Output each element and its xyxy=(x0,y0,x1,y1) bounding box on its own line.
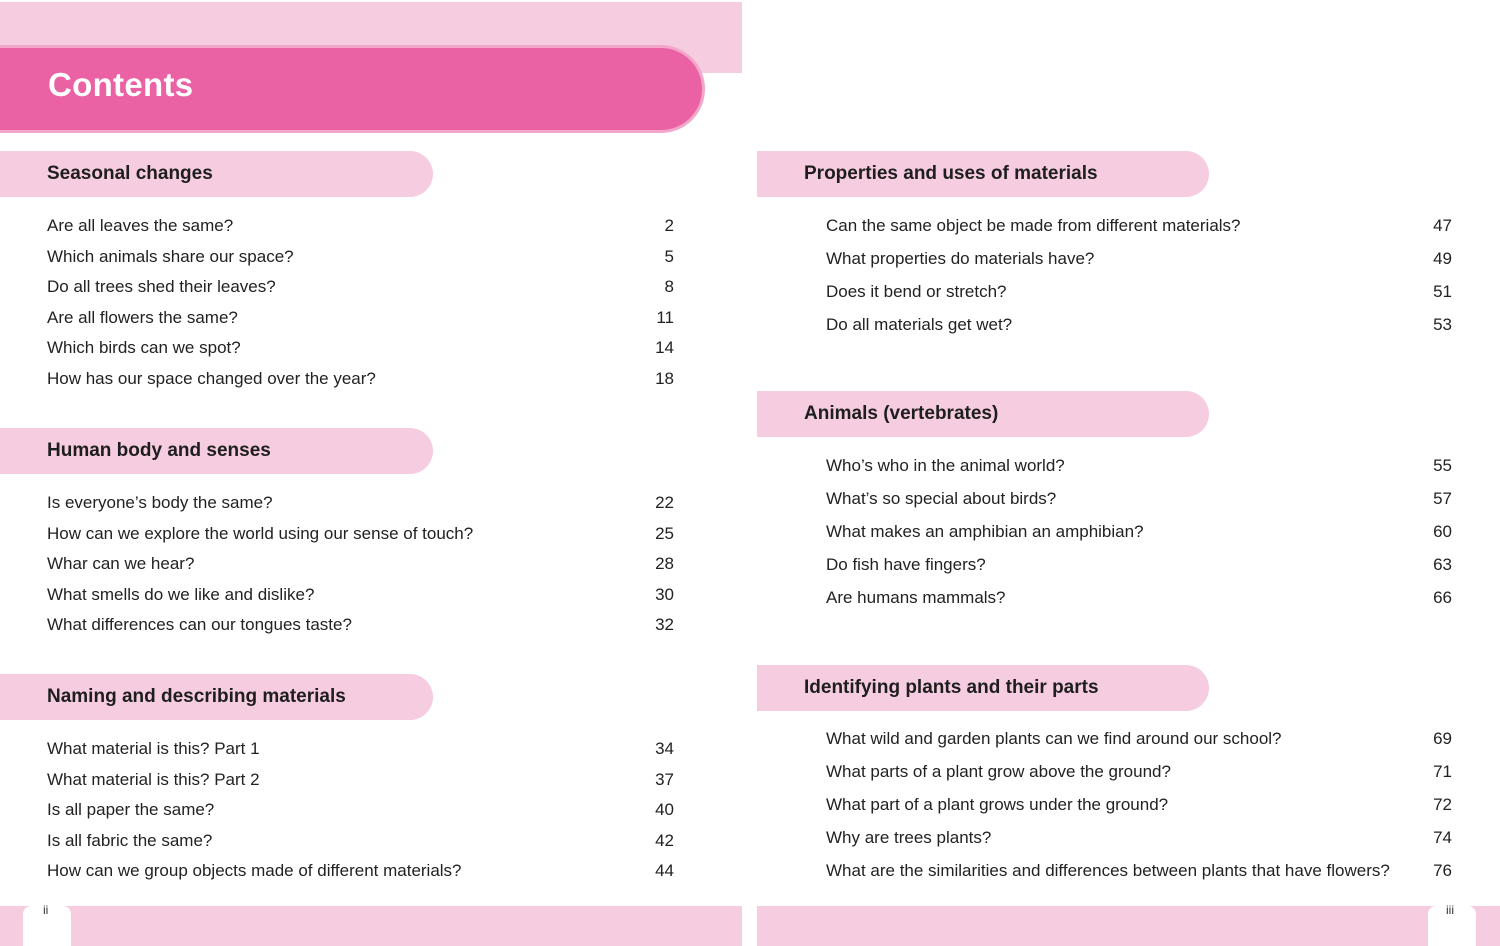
footer-band-left xyxy=(0,906,742,946)
entry-question: Are humans mammals? xyxy=(826,588,1006,607)
entry-page-number: 76 xyxy=(1433,861,1452,880)
section-title: Seasonal changes xyxy=(47,163,213,184)
entry-question: What are the similarities and differences between plants that have flowers? xyxy=(826,861,1390,880)
toc-entry xyxy=(47,247,674,275)
toc-entry xyxy=(826,282,1452,310)
entry-question: What wild and garden plants can we find around our school? xyxy=(826,729,1282,748)
page-title: Contents xyxy=(48,66,194,103)
toc-entry xyxy=(826,588,1452,616)
toc-entry xyxy=(826,795,1452,823)
section-header xyxy=(757,151,1209,197)
toc-entry xyxy=(47,369,674,397)
entry-page-number: 63 xyxy=(1433,555,1452,574)
entry-page-number: 69 xyxy=(1433,729,1452,748)
toc-entry xyxy=(47,216,674,244)
section-title: Human body and senses xyxy=(47,440,271,461)
toc-entry xyxy=(826,249,1452,277)
toc-entry xyxy=(826,315,1452,343)
entry-page-number: 40 xyxy=(655,800,674,819)
entry-page-number: 53 xyxy=(1433,315,1452,334)
toc-entry xyxy=(47,585,674,613)
entry-question: Does it bend or stretch? xyxy=(826,282,1007,301)
entry-page-number: 22 xyxy=(655,493,674,512)
section-title: Identifying plants and their parts xyxy=(804,677,1099,698)
toc-entry xyxy=(47,308,674,336)
entry-question: How can we explore the world using our sense of touch? xyxy=(47,524,474,543)
entry-page-number: 28 xyxy=(655,554,674,573)
left-page-number: ii xyxy=(43,903,49,917)
entry-page-number: 57 xyxy=(1433,489,1452,508)
entry-page-number: 49 xyxy=(1433,249,1452,268)
entry-page-number: 25 xyxy=(655,524,674,543)
toc-entry xyxy=(47,493,674,521)
section-title: Naming and describing materials xyxy=(47,686,346,707)
entry-page-number: 60 xyxy=(1433,522,1452,541)
entry-question: Are all flowers the same? xyxy=(47,308,238,327)
toc-entry xyxy=(826,729,1452,757)
section-header xyxy=(757,391,1209,437)
toc-entry xyxy=(826,456,1452,484)
toc-entry xyxy=(826,216,1452,244)
entry-question: Are all leaves the same? xyxy=(47,216,234,235)
entry-question: What’s so special about birds? xyxy=(826,489,1057,508)
section-header xyxy=(0,674,433,720)
toc-entry xyxy=(47,615,674,643)
toc-entry xyxy=(47,770,674,798)
entry-question: What part of a plant grows under the ground? xyxy=(826,795,1169,814)
entry-page-number: 37 xyxy=(655,770,674,789)
toc-entry xyxy=(47,277,674,305)
entry-page-number: 8 xyxy=(664,277,674,296)
entry-question: Is all fabric the same? xyxy=(47,831,213,850)
entry-page-number: 55 xyxy=(1433,456,1452,475)
entry-question: Can the same object be made from different materials? xyxy=(826,216,1241,235)
entry-page-number: 11 xyxy=(656,308,674,327)
entry-question: What material is this? Part 1 xyxy=(47,739,260,758)
entry-question: Do all trees shed their leaves? xyxy=(47,277,276,296)
entry-question: What parts of a plant grow above the ground? xyxy=(826,762,1171,781)
entry-question: What makes an amphibian an amphibian? xyxy=(826,522,1144,541)
entry-page-number: 34 xyxy=(655,739,674,758)
entry-page-number: 66 xyxy=(1433,588,1452,607)
section-header xyxy=(0,428,433,474)
toc-entry xyxy=(47,800,674,828)
entry-question: What properties do materials have? xyxy=(826,249,1095,268)
entry-page-number: 47 xyxy=(1433,216,1452,235)
entry-question: Is all paper the same? xyxy=(47,800,215,819)
toc-entry xyxy=(47,739,674,767)
entry-question: What differences can our tongues taste? xyxy=(47,615,352,634)
toc-entry xyxy=(826,762,1452,790)
entry-question: Do all materials get wet? xyxy=(826,315,1013,334)
toc-entry xyxy=(826,555,1452,583)
toc-entry xyxy=(826,861,1452,889)
toc-entry xyxy=(47,831,674,859)
toc-entry xyxy=(826,489,1452,517)
entry-page-number: 2 xyxy=(664,216,674,235)
toc-entry xyxy=(47,524,674,552)
entry-page-number: 72 xyxy=(1433,795,1452,814)
entry-page-number: 51 xyxy=(1433,282,1452,301)
entry-question: Do fish have fingers? xyxy=(826,555,986,574)
entry-page-number: 5 xyxy=(664,247,674,266)
toc-entry xyxy=(47,554,674,582)
toc-entry xyxy=(826,828,1452,856)
section-title: Animals (vertebrates) xyxy=(804,403,999,424)
section-title: Properties and uses of materials xyxy=(804,163,1098,184)
entry-page-number: 18 xyxy=(655,369,674,388)
entry-question: Why are trees plants? xyxy=(826,828,992,847)
entry-question: How can we group objects made of different materials? xyxy=(47,861,462,880)
entry-question: What material is this? Part 2 xyxy=(47,770,260,789)
entry-question: Who’s who in the animal world? xyxy=(826,456,1065,475)
entry-page-number: 74 xyxy=(1433,828,1452,847)
entry-page-number: 44 xyxy=(655,861,674,880)
entry-question: Which birds can we spot? xyxy=(47,338,241,357)
entry-page-number: 32 xyxy=(655,615,674,634)
right-page-number: iii xyxy=(1446,903,1454,917)
toc-entry xyxy=(47,861,674,889)
footer-band-right xyxy=(757,906,1500,946)
title-banner xyxy=(0,45,705,133)
section-header xyxy=(757,665,1209,711)
entry-page-number: 30 xyxy=(655,585,674,604)
entry-question: How has our space changed over the year? xyxy=(47,369,376,388)
entry-question: What smells do we like and dislike? xyxy=(47,585,315,604)
entry-question: Whar can we hear? xyxy=(47,554,195,573)
toc-entry xyxy=(826,522,1452,550)
entry-page-number: 71 xyxy=(1433,762,1452,781)
entry-question: Is everyone’s body the same? xyxy=(47,493,273,512)
toc-entry xyxy=(47,338,674,366)
entry-page-number: 42 xyxy=(655,831,674,850)
entry-page-number: 14 xyxy=(655,338,674,357)
entry-question: Which animals share our space? xyxy=(47,247,294,266)
section-header xyxy=(0,151,433,197)
